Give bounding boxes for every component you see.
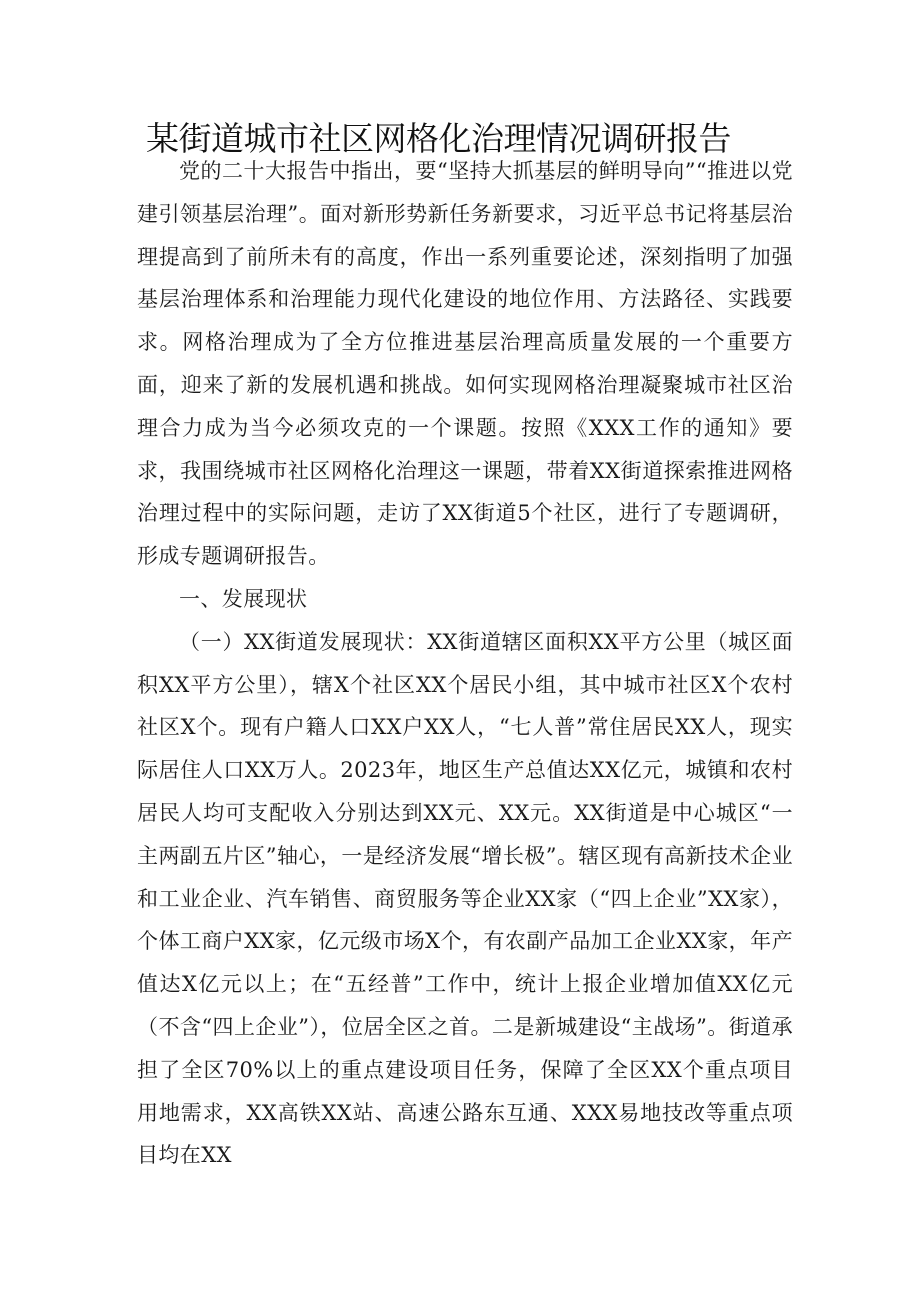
section-heading: 一、发展现状 [179,586,308,611]
section-paragraph: （一）XX街道发展现状：XX街道辖区面积XX平方公里（城区面积XX平方公里），辖X个社区XX个居民小组，其中城市社区X个农村社区X个。现有户籍人口XX户XX人，“七人普”常住居民XX人，现实际居住人口XX万人。2023年，地区生产总值达XX亿元，城镇和农村居民人均可支配收入分别达到XX元、XX元。XX街道是中心城区“一主两副五片区”轴心，一是经济发展“增长极”。辖区现有高新技术企业和工业企业、汽车销售、商贸服务等企业XX家（“四上企业”XX家），个体工商户XX家，亿元级市场X个，有农副产品加工企业XX家，年产值达X亿元以上；在“五经普”工作中，统计上报企业增加值XX亿元（不含“四上企业”），位居全区之首。二是新城建设“主战场”。街道承担了全区70%以上的重点建设项目任务，保障了全区XX个重点项目用地需求，XX高铁XX站、高速公路东互通、XXX易地技改等重点项目均在XX [137,629,793,1168]
intro-paragraph: 党的二十大报告中指出，要“坚持大抓基层的鲜明导向”“推进以党建引领基层治理”。面对新形势新任务新要求，习近平总书记将基层治理提高到了前所未有的高度，作出一系列重要论述，深刻指明了加强基层治理体系和治理能力现代化建设的地位作用、方法路径、实践要求。网格治理成为了全方位推进基层治理高质量发展的一个重要方面，迎来了新的发展机遇和挑战。如何实现网格治理凝聚城市社区治理合力成为当今必须攻克的一个课题。按照《XXX工作的通知》要求，我围绕城市社区网格化治理这一课题，带着XX街道探索推进网格治理过程中的实际问题，走访了XX街道5个社区，进行了专题调研，形成专题调研报告。 [137,159,793,569]
document-body [137,150,793,1177]
document-title: 某街道城市社区网格化治理情况调研报告 [146,119,731,158]
